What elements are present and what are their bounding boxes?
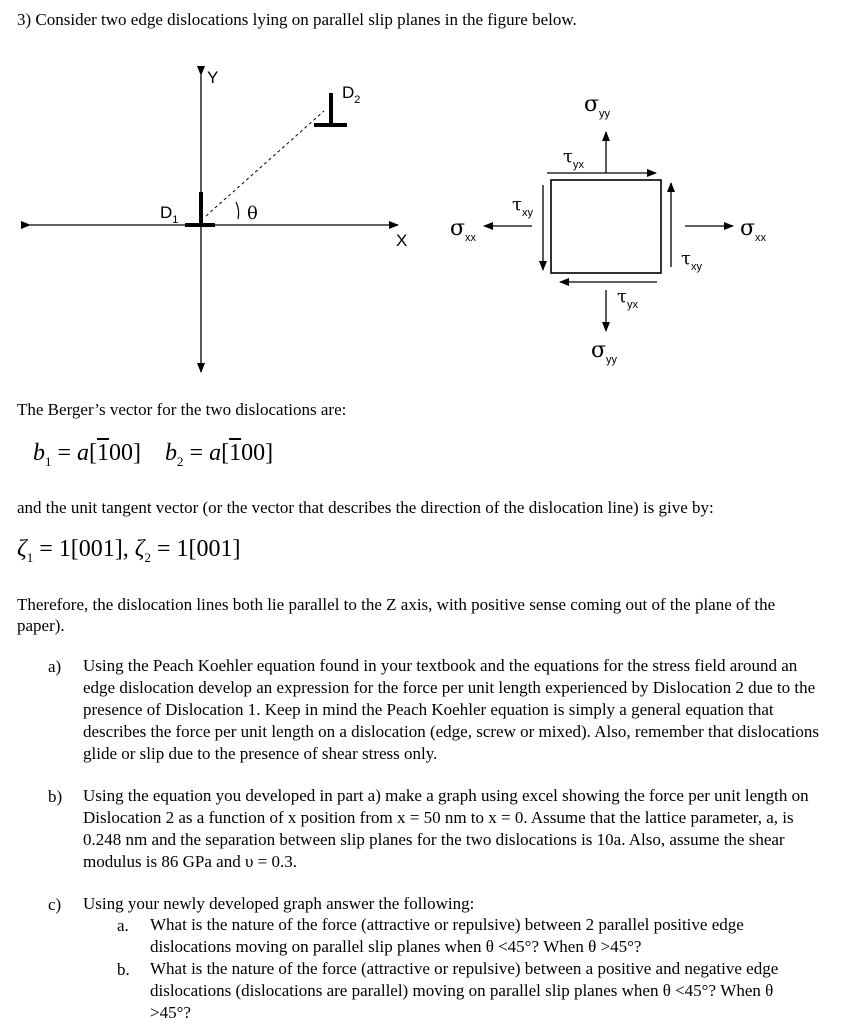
dislocation-d2	[314, 83, 360, 125]
sigma-yy-top: $\sigma_{yy}$	[584, 92, 611, 120]
subpart-a-text: What is the nature of the force (attractive or repulsive) between 2 parallel positive edge dislocations moving on parallel slip planes when θ <45°? When θ >45°?	[150, 915, 744, 956]
part-b-text: Using the equation you developed in part a) make a graph using excel showing the force per unit length on Dislocation 2 as a function of x position from x = 50 nm to x = 0. Assume that the lattice parameter, a, is 0.248 nm and the separation between slip planes for the two dislocations is 10a. Also, assume the shear modulus is 86 GPa and υ = 0.3.	[83, 786, 809, 871]
tangent-intro: and the unit tangent vector (or the vector that describes the direction of the dislocation line) is give by:	[17, 498, 714, 517]
tau-yx-bottom: $\tau_{yx}$	[617, 286, 638, 311]
dashed-connector	[206, 111, 324, 216]
part-b-label: b)	[48, 787, 63, 806]
stress-element	[450, 92, 767, 366]
subpart-b-label: b.	[117, 960, 130, 979]
burgers-equation: $b_1 = a[100]$ $b_2 = a[100]$	[33, 440, 274, 469]
sigma-xx-right: $\sigma_{xx}$	[740, 216, 767, 244]
subpart-a-label: a.	[117, 916, 129, 935]
subpart-b-text: What is the nature of the force (attractive or repulsive) between a positive and negative edge dislocations (dislocations are parallel) moving on parallel slip planes when θ <45°? When θ >45°?	[150, 959, 779, 1022]
stress-square	[551, 180, 661, 273]
question-header: 3) Consider two edge dislocations lying on parallel slip planes in the figure below.	[17, 10, 577, 29]
tangent-equation: $\zeta_1 = 1[001]$, $\zeta_2 = 1[001]$	[17, 536, 241, 565]
tau-xy-right: $\tau_{xy}$	[681, 248, 702, 273]
sigma-yy-bottom: $\sigma_{yy}$	[591, 338, 618, 366]
burgers-intro: The Berger’s vector for the two dislocations are:	[17, 400, 347, 419]
sigma-xx-left: $\sigma_{xx}$	[450, 216, 477, 244]
y-axis-label: Y	[207, 68, 219, 87]
part-a-text: Using the Peach Koehler equation found in your textbook and the equations for the stress field around an edge dislocation develop an expression for the force per unit length experienced by Dislocation 2 due to the presence of Dislocation 1. Keep in mind the Peach Koehler equation is simply a general equation that describes the force per unit length on a dislocation (edge, screw or mixed). Also, remember that dislocations glide or slip due to the presence of shear stress only.	[83, 656, 819, 763]
part-a-label: a)	[48, 657, 62, 676]
dislocation-figure	[0, 0, 841, 390]
d1-label: $D_1$	[160, 203, 179, 226]
d2-label: $D_2$	[342, 83, 361, 106]
angle-arc	[236, 202, 239, 219]
part-c-text: Using your newly developed graph answer the following:	[83, 894, 475, 913]
tau-yx-top: $\tau_{yx}$	[563, 146, 584, 171]
x-axis-label: X	[396, 231, 408, 250]
angle-label: θ	[247, 203, 258, 224]
part-c-label: c)	[48, 895, 62, 914]
therefore-paragraph: Therefore, the dislocation lines both lie parallel to the Z axis, with positive sense coming out of the plane of the paper).	[17, 595, 776, 635]
dislocation-d1	[160, 192, 215, 226]
coordinate-axes	[30, 68, 407, 372]
tau-xy-left: $\tau_{xy}$	[512, 194, 533, 219]
